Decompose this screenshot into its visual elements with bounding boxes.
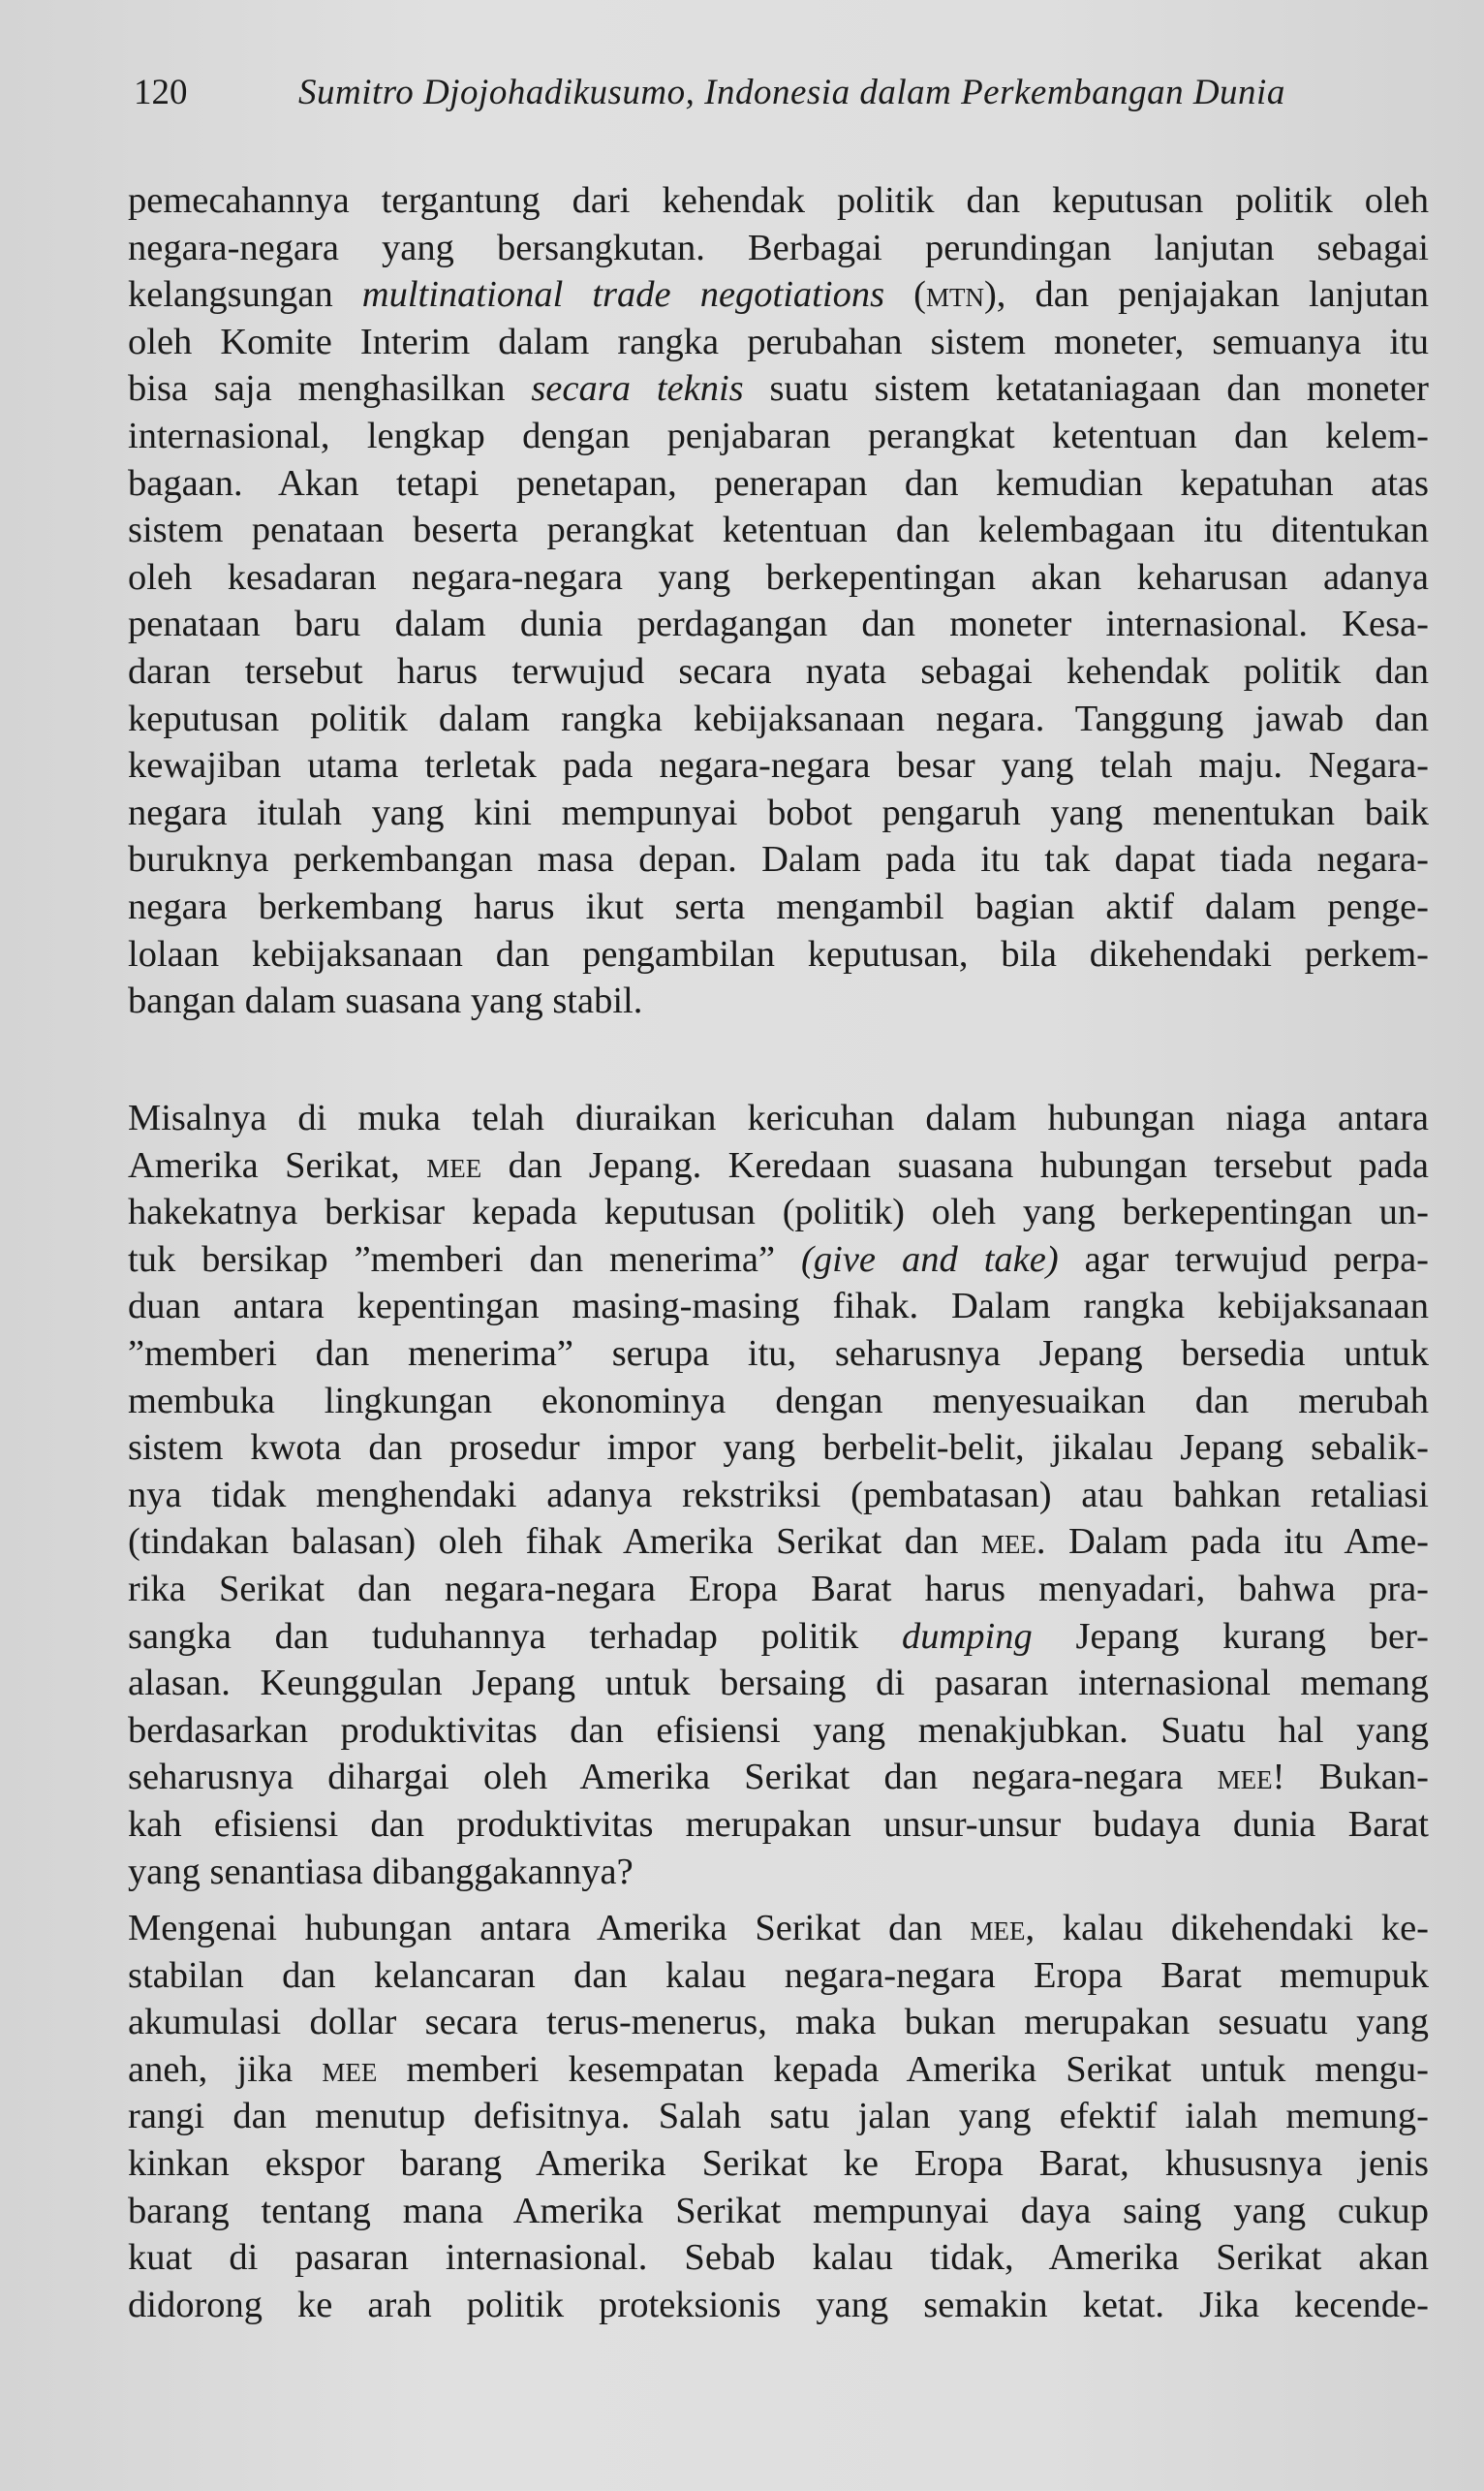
text-segment: internasional, lengkap dengan penjabaran perangkat ketentuan dan kelem- (128, 416, 1429, 456)
text-line (128, 601, 1429, 647)
text-line (128, 790, 1429, 836)
text-segment: negara-negara yang bersangkutan. Berbagai perundingan lanjutan sebagai (128, 227, 1429, 268)
text-line (128, 1330, 1429, 1377)
text-line (128, 978, 1429, 1024)
text-segment: buruknya perkembangan masa depan. Dalam pada itu tak dapat tiada negara- (128, 839, 1429, 881)
italic-text: dumping (901, 1615, 1033, 1657)
text-line (128, 931, 1429, 978)
text-line (128, 413, 1429, 459)
text-segment: kinkan ekspor barang Amerika Serikat ke Eropa Barat, khususnya jenis (128, 2143, 1429, 2184)
text-segment: lolaan kebijaksanaan dan pengambilan keputusan, bila dikehendaki perkem- (128, 933, 1429, 975)
text-segment: kewajiban utama terletak pada negara-negara besar yang telah maju. Negara- (128, 745, 1429, 787)
text-segment: bisa saja menghasilkan (128, 368, 532, 410)
text-line (128, 1707, 1429, 1754)
italic-text: (give and take) (801, 1238, 1059, 1280)
text-line (128, 1801, 1429, 1848)
italic-text: multinational trade negotiations (361, 274, 885, 316)
text-line (128, 1472, 1429, 1518)
text-segment: ), dan penjajakan lanjutan (983, 274, 1430, 316)
text-segment: keputusan politik dalam rangka kebijaksanaan negara. Tanggung jawab dan (128, 698, 1429, 739)
text-segment: barang tentang mana Amerika Serikat mempunyai daya saing yang cukup (128, 2190, 1429, 2231)
text-segment: ( (884, 274, 926, 316)
text-segment: seharusnya dihargai oleh Amerika Serikat dan negara-negara (128, 1757, 1218, 1798)
text-segment: tuk bersikap ”memberi dan menerima” (128, 1238, 802, 1280)
text-segment: sangka dan tuduhannya terhadap politik (128, 1615, 902, 1657)
text-segment: ! Bukan- (1272, 1757, 1429, 1798)
text-line (128, 1518, 1429, 1565)
text-segment: hakekatnya berkisar kepada keputusan (politik) oleh yang berkepentingan un- (128, 1192, 1429, 1233)
text-segment: (tindakan balasan) oleh fihak Amerika Serikat dan (128, 1521, 981, 1563)
text-line (128, 2234, 1429, 2281)
text-segment: berdasarkan produktivitas dan efisiensi yang menakjubkan. Suatu hal yang (128, 1709, 1429, 1751)
text-line (128, 1660, 1429, 1706)
text-segment: yang senantiasa dibanggakannya? (128, 1851, 634, 1892)
text-line (128, 2140, 1429, 2187)
text-line (128, 460, 1429, 507)
text-line (128, 1849, 1429, 1895)
text-segment: didorong ke arah politik proteksionis yang semakin ketat. Jika kecende- (128, 2284, 1429, 2325)
text-segment: pemecahannya tergantung dari kehendak politik dan keputusan politik oleh (128, 180, 1429, 221)
text-segment: kuat di pasaran internasional. Sebab kalau tidak, Amerika Serikat akan (128, 2237, 1429, 2279)
text-line (128, 1236, 1429, 1283)
text-segment: Mengenai hubungan antara Amerika Serikat dan (128, 1908, 971, 1948)
text-segment: oleh Komite Interim dalam rangka perubahan sistem moneter, semuanya itu (128, 321, 1429, 362)
text-line (128, 836, 1429, 883)
text-segment: penataan baru dalam dunia perdagangan dan moneter internasional. Kesa- (128, 604, 1429, 645)
text-segment: ”memberi dan menerima” serupa itu, seharusnya Jepang bersedia untuk (128, 1333, 1429, 1374)
text-segment: . Dalam pada itu Ame- (1036, 1521, 1429, 1563)
text-segment: Amerika Serikat, (128, 1144, 427, 1186)
text-line (128, 1095, 1429, 1141)
text-segment: , kalau dikehendaki ke- (1025, 1908, 1429, 1948)
text-segment: negara itulah yang kini mempunyai bobot pengaruh yang menentukan baik (128, 792, 1429, 833)
small-caps-text: mtn (925, 274, 984, 316)
text-line (128, 225, 1429, 271)
text-line (128, 319, 1429, 365)
text-line (128, 884, 1429, 930)
small-caps-text: mee (970, 1908, 1026, 1948)
text-line (128, 1189, 1429, 1235)
text-segment: akumulasi dollar secara terus-menerus, maka bukan merupakan sesuatu yang (128, 2002, 1429, 2043)
text-line (128, 2282, 1429, 2328)
text-segment: stabilan dan kelancaran dan kalau negara-negara Eropa Barat memupuk (128, 1954, 1429, 1996)
text-line (128, 648, 1429, 695)
text-segment: membuka lingkungan ekonominya dengan menyesuaikan dan merubah (128, 1380, 1429, 1421)
text-segment: oleh kesadaran negara-negara yang berkepentingan akan keharusan adanya (128, 556, 1429, 598)
small-caps-text: mee (426, 1144, 482, 1186)
text-segment: Misalnya di muka telah diuraikan kericuhan dalam hubungan niaga antara (128, 1098, 1429, 1138)
text-line (128, 2046, 1429, 2093)
text-line (128, 696, 1429, 742)
small-caps-text: mee (322, 2048, 378, 2090)
text-line (128, 1613, 1429, 1660)
text-line (128, 1952, 1429, 1999)
text-segment: kelangsungan (128, 274, 362, 316)
text-line (128, 177, 1429, 224)
text-segment: suatu sistem ketataniagaan dan moneter (743, 368, 1429, 410)
text-segment: nya tidak menghendaki adanya rekstriksi (pembatasan) atau bahkan retaliasi (128, 1474, 1429, 1515)
text-segment: dan Jepang. Keredaan suasana hubungan tersebut pada (481, 1144, 1430, 1186)
text-line (128, 554, 1429, 601)
text-line (128, 2093, 1429, 2139)
text-line (128, 1378, 1429, 1424)
text-segment: sistem kwota dan prosedur impor yang berbelit-belit, jikalau Jepang sebalik- (128, 1427, 1429, 1469)
text-line (128, 1283, 1429, 1329)
text-segment: Jepang kurang ber- (1032, 1615, 1429, 1657)
page-number: 120 (134, 73, 188, 112)
text-segment: bagaan. Akan tetapi penetapan, penerapan dan kemudian kepatuhan atas (128, 462, 1429, 504)
text-segment: agar terwujud perpa- (1058, 1238, 1429, 1280)
text-line (128, 2188, 1429, 2234)
text-line (128, 1142, 1429, 1189)
text-segment: duan antara kepentingan masing-masing fihak. Dalam rangka kebijaksanaan (128, 1286, 1429, 1327)
small-caps-text: mee (980, 1521, 1036, 1563)
text-segment: memberi kesempatan kepada Amerika Serikat untuk mengu- (377, 2048, 1429, 2090)
text-segment: rika Serikat dan negara-negara Eropa Barat harus menyadari, bahwa pra- (128, 1569, 1429, 1609)
text-segment: aneh, jika (128, 2048, 323, 2090)
text-segment: alasan. Keunggulan Jepang untuk bersaing di pasaran internasional memang (128, 1663, 1429, 1704)
text-line (128, 365, 1429, 412)
text-line (128, 1754, 1429, 1800)
text-line (128, 271, 1429, 318)
text-line (128, 1424, 1429, 1471)
text-line (128, 1999, 1429, 2045)
text-segment: bangan dalam suasana yang stabil. (128, 981, 643, 1022)
text-segment: sistem penataan beserta perangkat ketentuan dan kelembagaan itu ditentukan (128, 510, 1429, 551)
italic-text: secara teknis (531, 368, 744, 410)
small-caps-text: mee (1217, 1757, 1273, 1798)
text-segment: rangi dan menutup defisitnya. Salah satu jalan yang efektif ialah memung- (128, 2096, 1429, 2137)
text-line (128, 507, 1429, 553)
text-line (128, 1905, 1429, 1951)
running-title: Sumitro Djojohadikusumo, Indonesia dalam Perkembangan Dunia (298, 73, 1285, 112)
text-segment: kah efisiensi dan produktivitas merupakan unsur-unsur budaya dunia Barat (128, 1804, 1429, 1845)
text-segment: daran tersebut harus terwujud secara nyata sebagai kehendak politik dan (128, 651, 1429, 692)
text-line (128, 1566, 1429, 1612)
text-line (128, 742, 1429, 789)
text-segment: negara berkembang harus ikut serta mengambil bagian aktif dalam penge- (128, 887, 1429, 927)
